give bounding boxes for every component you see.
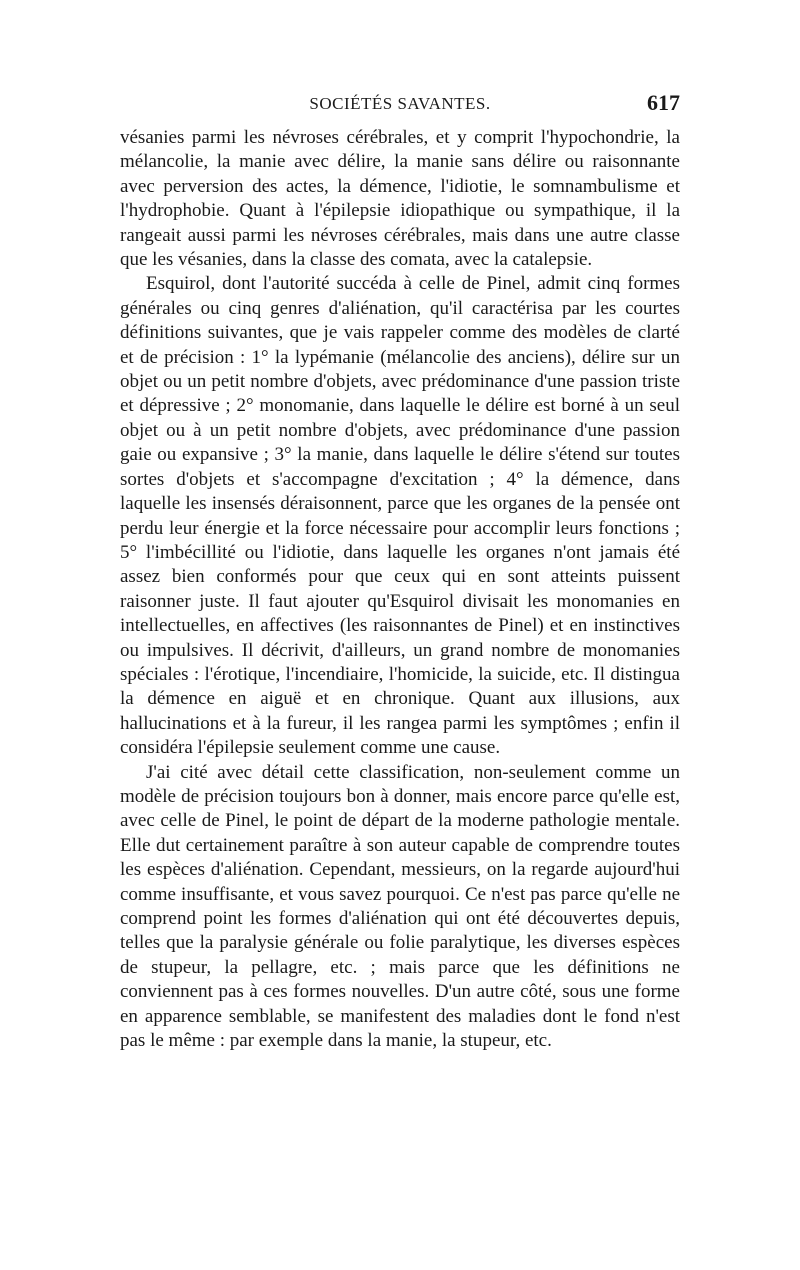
paragraph: Esquirol, dont l'autorité succéda à celle de Pinel, admit cinq formes générales ou cinq genres d'aliénation, qu'il caractérisa par les courtes définitions suivantes, que je vais rappeler comme des modèles de clarté et de précision : 1° la lypémanie (mélancolie des anciens), délire sur un objet ou un petit nombre d'objets, avec prédominance d'une passion triste et dépressive ; 2° monomanie, dans laquelle le délire est borné à un seul objet ou à un petit nombre d'objets, avec prédominance d'une passion gaie ou expansive ; 3° la manie, dans laquelle le délire s'étend sur toutes sortes d'objets et s'accompagne d'excitation ; 4° la démence, dans laquelle les insensés déraisonnent, parce que les organes de la pensée ont perdu leur énergie et la force nécessaire pour accomplir leurs fonctions ; 5° l'imbécillité ou l'idiotie, dans laquelle les organes n'ont jamais été assez bien conformés pour que ceux qui en sont atteints puissent raisonner juste. Il faut ajouter qu'Esquirol divisait les monomanies en intellectuelles, en affectives (les raisonnantes de Pinel) et en instinctives ou impulsives. Il décrivit, d'ailleurs, un grand nombre de monomanies spéciales : l'érotique, l'incendiaire, l'homicide, la suicide, etc. Il distingua la démence en aiguë et en chronique. Quant aux illusions, aux hallucinations et à la fureur, il les rangea parmi les symptômes ; enfin il considéra l'épilepsie seulement comme une cause.: [120, 273, 680, 759]
running-head: SOCIÉTÉS SAVANTES.: [309, 94, 491, 113]
body-text: [120, 126, 680, 1053]
paragraph: J'ai cité avec détail cette classification, non-seulement comme un modèle de précision toujours bon à donner, mais encore parce qu'elle est, avec celle de Pinel, le point de départ de la moderne pathologie mentale. Elle dut certainement paraître à son auteur capable de comprendre toutes les espèces d'aliénation. Cependant, messieurs, on la regarde aujourd'hui comme insuffisante, et vous savez pourquoi. Ce n'est pas parce qu'elle ne comprend point les formes d'aliénation qui ont été découvertes depuis, telles que la paralysie générale ou folie paralytique, les diverses espèces de stupeur, la pellagre, etc. ; mais parce que les définitions ne conviennent pas à ces formes nouvelles. D'un autre côté, sous une forme en apparence semblable, se manifestent des maladies dont le fond n'est pas le même : par exemple dans la manie, la stupeur, etc.: [120, 761, 680, 1052]
page-number: 617: [647, 90, 680, 115]
page-header: [120, 90, 680, 120]
paragraph: vésanies parmi les névroses cérébrales, et y comprit l'hypochondrie, la mélancolie, la manie avec délire, la manie sans délire ou raisonnante avec perversion des actes, la démence, l'idiotie, le somnambulisme et l'hydrophobie. Quant à l'épilepsie idiopathique ou sympathique, il la rangeait aussi parmi les névroses cérébrales, mais dans une autre classe que les vésanies, dans la classe des comata, avec la catalepsie.: [120, 127, 680, 271]
